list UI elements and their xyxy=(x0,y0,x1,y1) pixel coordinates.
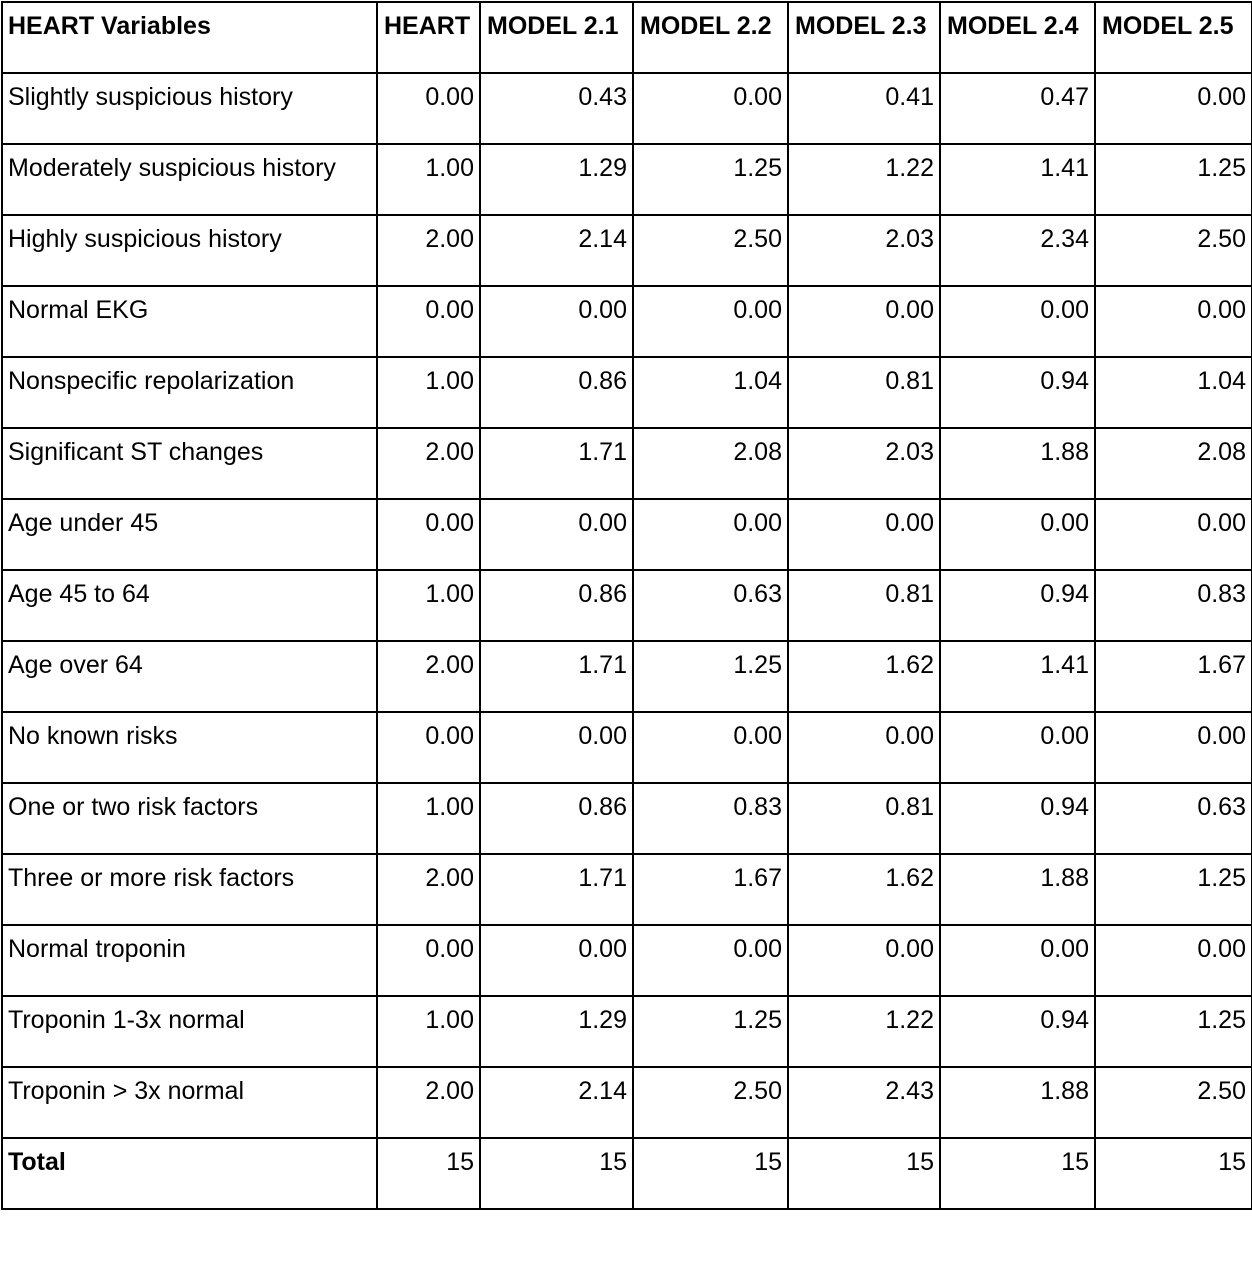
header-model-2-3: MODEL 2.3 xyxy=(788,2,940,73)
cell-model-2-3: 1.62 xyxy=(788,854,940,925)
cell-model-2-5: 1.25 xyxy=(1095,144,1252,215)
cell-model-2-2: 1.67 xyxy=(633,854,788,925)
cell-model-2-5: 0.00 xyxy=(1095,925,1252,996)
cell-heart: 2.00 xyxy=(377,641,480,712)
total-model-2-3: 15 xyxy=(788,1138,940,1209)
cell-heart: 1.00 xyxy=(377,570,480,641)
cell-heart: 0.00 xyxy=(377,73,480,144)
cell-heart: 2.00 xyxy=(377,854,480,925)
header-heart: HEART xyxy=(377,2,480,73)
header-model-2-1: MODEL 2.1 xyxy=(480,2,633,73)
cell-model-2-5: 2.50 xyxy=(1095,1067,1252,1138)
cell-model-2-1: 2.14 xyxy=(480,215,633,286)
cell-model-2-3: 0.81 xyxy=(788,570,940,641)
cell-model-2-2: 2.08 xyxy=(633,428,788,499)
row-label: Moderately suspicious history xyxy=(2,144,377,215)
cell-model-2-3: 0.00 xyxy=(788,499,940,570)
cell-model-2-3: 0.81 xyxy=(788,783,940,854)
header-model-2-5: MODEL 2.5 xyxy=(1095,2,1252,73)
cell-model-2-1: 0.43 xyxy=(480,73,633,144)
row-label: Normal troponin xyxy=(2,925,377,996)
cell-model-2-2: 1.04 xyxy=(633,357,788,428)
cell-model-2-2: 0.00 xyxy=(633,286,788,357)
total-row xyxy=(2,1138,1252,1209)
total-model-2-5: 15 xyxy=(1095,1138,1252,1209)
cell-model-2-5: 0.00 xyxy=(1095,499,1252,570)
cell-heart: 1.00 xyxy=(377,357,480,428)
cell-model-2-1: 1.71 xyxy=(480,428,633,499)
cell-model-2-4: 1.88 xyxy=(940,1067,1095,1138)
cell-model-2-4: 1.88 xyxy=(940,854,1095,925)
table-row xyxy=(2,712,1252,783)
row-label: Normal EKG xyxy=(2,286,377,357)
cell-model-2-1: 0.00 xyxy=(480,925,633,996)
cell-heart: 1.00 xyxy=(377,144,480,215)
cell-model-2-2: 0.83 xyxy=(633,783,788,854)
header-heart-variables: HEART Variables xyxy=(2,2,377,73)
cell-model-2-1: 0.86 xyxy=(480,357,633,428)
table-row xyxy=(2,1067,1252,1138)
cell-model-2-1: 0.00 xyxy=(480,712,633,783)
cell-model-2-5: 1.25 xyxy=(1095,996,1252,1067)
cell-model-2-1: 2.14 xyxy=(480,1067,633,1138)
table-row xyxy=(2,357,1252,428)
cell-model-2-4: 2.34 xyxy=(940,215,1095,286)
cell-model-2-4: 1.88 xyxy=(940,428,1095,499)
cell-model-2-5: 1.67 xyxy=(1095,641,1252,712)
row-label: No known risks xyxy=(2,712,377,783)
row-label: Troponin > 3x normal xyxy=(2,1067,377,1138)
cell-heart: 1.00 xyxy=(377,783,480,854)
header-model-2-4: MODEL 2.4 xyxy=(940,2,1095,73)
cell-model-2-5: 0.83 xyxy=(1095,570,1252,641)
table-row xyxy=(2,286,1252,357)
cell-model-2-5: 1.04 xyxy=(1095,357,1252,428)
cell-model-2-1: 0.86 xyxy=(480,783,633,854)
cell-model-2-1: 1.29 xyxy=(480,996,633,1067)
row-label: Age over 64 xyxy=(2,641,377,712)
cell-heart: 2.00 xyxy=(377,1067,480,1138)
cell-model-2-5: 2.50 xyxy=(1095,215,1252,286)
table-row xyxy=(2,641,1252,712)
cell-model-2-4: 0.94 xyxy=(940,570,1095,641)
cell-model-2-4: 1.41 xyxy=(940,641,1095,712)
cell-model-2-2: 2.50 xyxy=(633,215,788,286)
cell-model-2-2: 1.25 xyxy=(633,641,788,712)
total-model-2-4: 15 xyxy=(940,1138,1095,1209)
table-row xyxy=(2,925,1252,996)
cell-model-2-2: 0.00 xyxy=(633,712,788,783)
cell-model-2-2: 0.00 xyxy=(633,73,788,144)
cell-model-2-2: 0.00 xyxy=(633,499,788,570)
cell-model-2-3: 0.00 xyxy=(788,925,940,996)
row-label: Age 45 to 64 xyxy=(2,570,377,641)
row-label: Age under 45 xyxy=(2,499,377,570)
cell-model-2-3: 2.03 xyxy=(788,428,940,499)
total-model-2-1: 15 xyxy=(480,1138,633,1209)
cell-model-2-5: 0.00 xyxy=(1095,286,1252,357)
cell-model-2-4: 0.94 xyxy=(940,357,1095,428)
cell-model-2-4: 0.00 xyxy=(940,925,1095,996)
cell-model-2-4: 0.94 xyxy=(940,996,1095,1067)
cell-heart: 2.00 xyxy=(377,215,480,286)
cell-model-2-2: 1.25 xyxy=(633,996,788,1067)
total-heart: 15 xyxy=(377,1138,480,1209)
cell-model-2-4: 0.47 xyxy=(940,73,1095,144)
row-label: Slightly suspicious history xyxy=(2,73,377,144)
table-row xyxy=(2,144,1252,215)
table-row xyxy=(2,783,1252,854)
table-row xyxy=(2,428,1252,499)
cell-model-2-4: 0.94 xyxy=(940,783,1095,854)
cell-model-2-1: 0.86 xyxy=(480,570,633,641)
row-label: Three or more risk factors xyxy=(2,854,377,925)
cell-model-2-2: 0.00 xyxy=(633,925,788,996)
cell-model-2-3: 0.00 xyxy=(788,712,940,783)
table-row xyxy=(2,215,1252,286)
header-model-2-2: MODEL 2.2 xyxy=(633,2,788,73)
cell-model-2-2: 0.63 xyxy=(633,570,788,641)
cell-model-2-1: 0.00 xyxy=(480,499,633,570)
cell-model-2-1: 1.29 xyxy=(480,144,633,215)
cell-model-2-2: 1.25 xyxy=(633,144,788,215)
table-row xyxy=(2,854,1252,925)
cell-model-2-1: 0.00 xyxy=(480,286,633,357)
cell-model-2-4: 0.00 xyxy=(940,712,1095,783)
row-label: Significant ST changes xyxy=(2,428,377,499)
row-label: Nonspecific repolarization xyxy=(2,357,377,428)
total-label: Total xyxy=(2,1138,377,1209)
row-label: Highly suspicious history xyxy=(2,215,377,286)
cell-model-2-3: 0.41 xyxy=(788,73,940,144)
cell-model-2-2: 2.50 xyxy=(633,1067,788,1138)
table-row xyxy=(2,996,1252,1067)
header-row xyxy=(2,2,1252,73)
cell-model-2-4: 1.41 xyxy=(940,144,1095,215)
cell-heart: 0.00 xyxy=(377,712,480,783)
cell-model-2-4: 0.00 xyxy=(940,286,1095,357)
cell-model-2-1: 1.71 xyxy=(480,854,633,925)
cell-model-2-5: 0.00 xyxy=(1095,73,1252,144)
table-row xyxy=(2,570,1252,641)
cell-model-2-5: 0.63 xyxy=(1095,783,1252,854)
heart-variables-table xyxy=(1,1,1252,1210)
row-label: Troponin 1-3x normal xyxy=(2,996,377,1067)
cell-model-2-5: 0.00 xyxy=(1095,712,1252,783)
cell-model-2-3: 1.22 xyxy=(788,996,940,1067)
cell-model-2-5: 1.25 xyxy=(1095,854,1252,925)
cell-model-2-3: 1.22 xyxy=(788,144,940,215)
cell-model-2-3: 1.62 xyxy=(788,641,940,712)
cell-model-2-1: 1.71 xyxy=(480,641,633,712)
cell-heart: 2.00 xyxy=(377,428,480,499)
table-row xyxy=(2,499,1252,570)
cell-model-2-4: 0.00 xyxy=(940,499,1095,570)
cell-model-2-5: 2.08 xyxy=(1095,428,1252,499)
cell-model-2-3: 0.81 xyxy=(788,357,940,428)
cell-heart: 0.00 xyxy=(377,286,480,357)
cell-heart: 1.00 xyxy=(377,996,480,1067)
cell-heart: 0.00 xyxy=(377,499,480,570)
table-row xyxy=(2,73,1252,144)
total-model-2-2: 15 xyxy=(633,1138,788,1209)
cell-model-2-3: 2.03 xyxy=(788,215,940,286)
cell-model-2-3: 2.43 xyxy=(788,1067,940,1138)
cell-heart: 0.00 xyxy=(377,925,480,996)
row-label: One or two risk factors xyxy=(2,783,377,854)
cell-model-2-3: 0.00 xyxy=(788,286,940,357)
